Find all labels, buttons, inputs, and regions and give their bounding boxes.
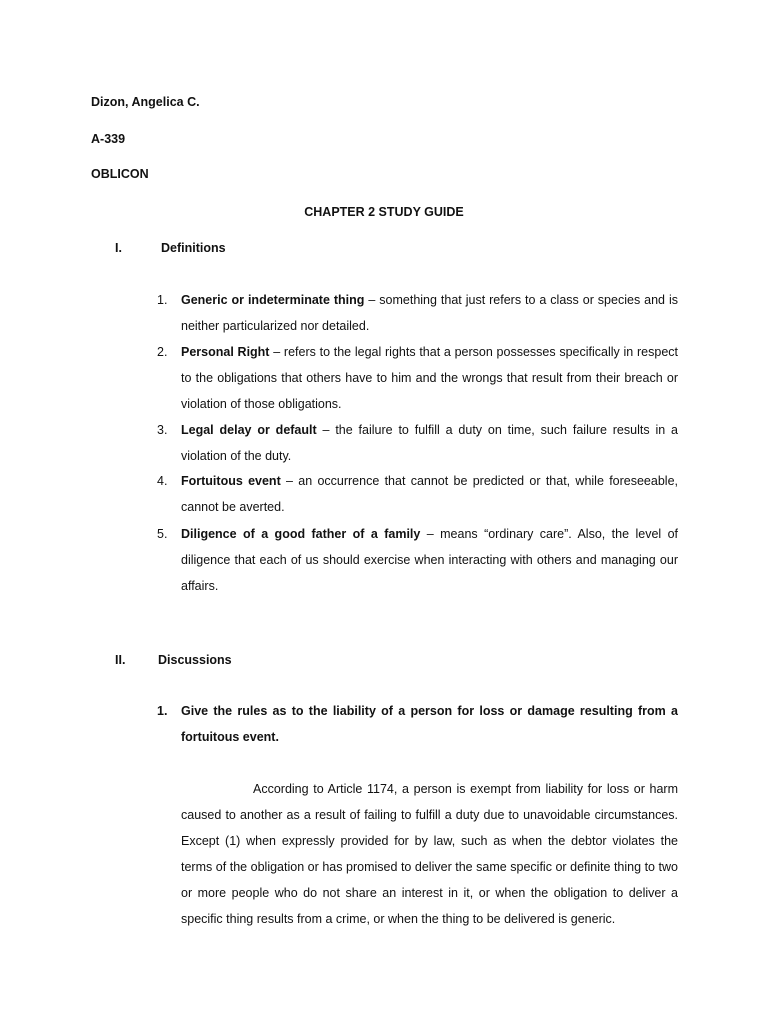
document-title: CHAPTER 2 STUDY GUIDE: [304, 205, 464, 219]
definition-text: – the failure to fulfill a duty on time, such failure results in a violation of the duty.: [181, 423, 678, 463]
section-1-title: Definitions: [161, 241, 226, 255]
definition-text: – refers to the legal rights that a person possesses specifically in respect to the obligations that others have to him and the wrongs that result from their breach or violation of those obligations.: [181, 345, 678, 411]
definition-term: Diligence of a good father of a family: [181, 527, 421, 541]
definition-item: [157, 468, 678, 520]
definition-term: Generic or indeterminate thing: [181, 293, 365, 307]
section-2-number: II.: [115, 653, 126, 667]
subject-label: OBLICON: [91, 167, 149, 181]
student-name: Dizon, Angelica C.: [91, 95, 200, 109]
definition-term: Fortuitous event: [181, 474, 281, 488]
student-section: A-339: [91, 132, 126, 146]
question-text: Give the rules as to the liability of a person for loss or damage resulting from a fortuitous event.: [181, 704, 678, 744]
definition-text: – something that just refers to a class or species and is neither particularized nor detailed.: [181, 293, 678, 333]
definition-term: Personal Right: [181, 345, 270, 359]
definition-item: [157, 339, 678, 417]
definition-item: [157, 521, 678, 599]
discussion-question: [157, 698, 678, 750]
list-number: 2.: [157, 345, 168, 359]
section-1-number: I.: [115, 241, 122, 255]
definition-item: [157, 287, 678, 339]
list-number: 1.: [157, 293, 168, 307]
list-number: 4.: [157, 474, 168, 488]
definition-text: – means “ordinary care”. Also, the level of diligence that each of us should exercise when interacting with others and managing our affairs.: [181, 527, 679, 593]
definition-term: Legal delay or default: [181, 423, 317, 437]
section-2-title: Discussions: [158, 653, 232, 667]
list-number: 5.: [157, 527, 168, 541]
definition-text: – an occurrence that cannot be predicted or that, while foreseeable, cannot be averted.: [181, 474, 678, 514]
answer-paragraph: According to Article 1174, a person is exempt from liability for loss or harm caused to another as a result of failing to fulfill a duty due to unavoidable circumstances. Except (1) when expressly provided for by law, such as when the debtor violates the terms of the obligation or has promised to deliver the same specific or definite thing to two or more people who do not share an interest in it, or when the obligation to deliver a specific thing results from a crime, or when the thing to be delivered is generic.: [181, 782, 678, 926]
definition-item: [157, 417, 678, 469]
list-number: 1.: [157, 704, 168, 718]
list-number: 3.: [157, 423, 168, 437]
